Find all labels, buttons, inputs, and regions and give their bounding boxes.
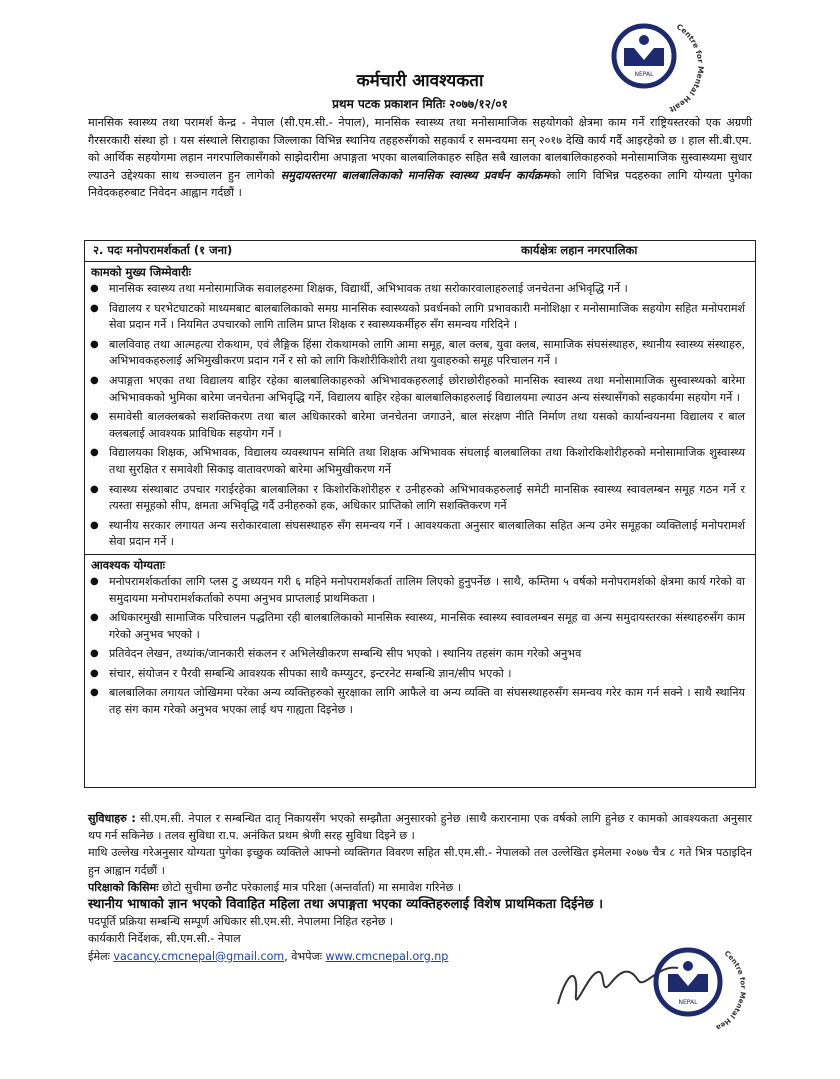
logo-ring-text: Centre for Mental Healt (668, 22, 706, 115)
signature-stamp (548, 934, 758, 1034)
list-item: ● प्रतिवेदन लेखन, तथ्यांक/जानकारी संकलन र अभिलेखीकरण सम्बन्धि सीप भएको । स्थानिय तहसंग काम गरेको अनुभव (109, 646, 745, 663)
email-link[interactable]: vacancy.cmcnepal@gmail.com (113, 949, 285, 963)
apply-instructions: माथि उल्लेख गरेअनुसार योग्यता पुगेका इच्छुक व्यक्तिले आफ्नो व्यक्तिगत विवरण सहित सी.एम.सी.- नेपालको तल उल्लेखित इमेलमा २०७७ चैत्र ८ गते भित्र पठाइदिन हुन आह्वान गर्दछौं । (88, 846, 752, 877)
list-item: ● समावेसी बालक्लबको सशक्तिकरण तथा बाल अधिकारको बारेमा जनचेतना जगाउने, बाल संरक्षण नीति निर्माण तथा यसको कार्यान्वयनमा विद्यालय र बाल क्लबलाई आवश्यक प्राविधिक सहयोग गर्ने । (109, 409, 745, 442)
list-item: ● स्वास्थ्य संस्थाबाट उपचार गराईरहेका बालबालिका र किशोरकिशोरीहरु र उनीहरुको अभिभावकहरुलाई समेटी मानसिक स्वास्थ्य स्वावलम्बन समूह गठन गर्ने र त्यस्ता समूहको सीप, क्षमता अभिवृद्धि गर्दै उनीहरुको हक, अधिकार प्राप्तिको लागि सशक्तिकरण गर्ने (109, 482, 745, 515)
list-item: ● विद्यालयका शिक्षक, अभिभावक, विद्यालय व्यवस्थापन समिति तथा शिक्षक अभिभावक संघलाई बालबालिका तथा किशोरकिशोरीहरुको मनोसामाजिक शुस्वास्थ्य तथा सुरक्षित र समावेशी सिकाइ वातावरणको बारेमा अभिमुखीकरण गर्ने (109, 445, 745, 478)
post-row (85, 241, 755, 262)
signatory: कार्यकारी निर्देशक, सी.एम.सी.- नेपाल (88, 932, 241, 946)
priority-notice: स्थानीय भाषाको ज्ञान भएको विवाहित महिला तथा अपाङ्गता भएका व्यक्तिहरुलाई विशेष प्राथमिकता दिईनेछ । (88, 897, 604, 913)
list-item: ● मनोपरामर्शकर्ताका लागि प्लस टु अध्ययन गरी ६ महिने मनोपरामर्शकर्ता तालिम लिएको हुनुपर्नेछ । साथै, कम्तिमा ५ वर्षको मनोपरामर्शको क्षेत्रमा कार्य गरेको वा समुदायमा मनोपरामर्शकर्ताको रुपमा अनुभव प्राप्तलाई प्राथमिकता । (109, 574, 745, 607)
list-item: ● बालविवाह तथा आत्महत्या रोकथाम, एवं लैङ्गिक हिंसा रोकथामको लागि आमा समूह, बाल क्लब, युवा क्लब, सामाजिक संघसंस्थाहरु, स्थानीय स्वास्थ्य संस्थाहरु, अभिभावकहरुलाई अभिमुखीकरण प्रदान गर्ने र सो को लागि किशोरीकिशोरी तथा युवाहरुको समूह परिचालन गर्ने । (109, 337, 745, 370)
job-details-box (84, 240, 756, 788)
stamp-ring-text: Centre for Mental Hea (714, 949, 747, 1032)
exam-text: छोटो सुचीमा छनौट परेकालाई मात्र परिक्षा (अन्तर्वार्ता) मा समावेश गरिनेछ । (158, 880, 462, 894)
website-link[interactable]: www.cmcnepal.org.np (325, 949, 449, 963)
list-item: ● बालबालिका लगायत जोखिममा परेका अन्य व्यक्तिहरुको सुरक्षाका लागि आफैले वा अन्य व्यक्ति वा संघसस्थाहरुसँग समन्वय गरेर काम गर्न सक्ने । साथै स्थानिय तह संग काम गरेको अनुभव भएका लाई थप गाह्यता दिइनेछ । (109, 685, 745, 718)
email-label: ईमेलः (88, 949, 114, 963)
web-label: , वेभपेजः (284, 949, 326, 963)
authority-note: पदपूर्ति प्रक्रिया सम्बन्धि सम्पूर्ण अधिकार सी.एम.सी. नेपालमा निहित रहनेछ । (88, 915, 394, 929)
intro-text-after: को लागि विभिन्न पदहरुका लागि योग्यता पुगेका निवेदकहरुबाट निवेदन आह्वान गर्दछौं । (88, 168, 752, 199)
exam-line (88, 879, 752, 896)
responsibilities-list (85, 281, 755, 551)
intro-text-before: मानसिक स्वास्थ्य तथा परामर्श केन्द्र - नेपाल (सी.एम.सी.- नेपाल), मानसिक स्वास्थ्य तथा मनोसामाजिक सहयोगको क्षेत्रमा काम गर्ने राष्ट्रियस्तरको एक अग्रणी गैरसरकारी संस्था हो । यस संस्थाले सिराहाका जिल्लाका विभिन्न स्थानिय तहहरुसँगको सहकार्य र समन्वयमा सन् २०१७ देखि कार्य गर्दै आइरहेको छ । हाल सी.बी.एम. को आर्थिक सहयोगमा लहान नगरपालिकासँगको साझेदारीमा अपाङ्गता भएका बालबालिकाहरु सहित सबै खालका बालबालिकाहरुको मनोसामाजिक सुस्वास्थ्यमा सुधार ल्याउने उद्देश्यका साथ सञ्चालन हुन लागेको (88, 116, 752, 182)
post-title: २. पदः मनोपरामर्शकर्ता (१ जना) (93, 243, 233, 257)
list-item: ● अपाङ्गता भएका तथा विद्यालय बाहिर रहेका बालबालिकाहरुको अभिभावकहरुलाई छोराछोरीहरुको मानसिक स्वास्थ्य तथा मनोसामाजिक सुस्वास्थ्यको बारेमा अभिभावकको भुमिका बारेमा जनचेतना अभिवृद्धि गर्ने, विद्यालय बाहिर रहेका बालबालिकाहरुलाई विद्यालयमा ल्याउन अन्य संस्थासँगको सहकार्यमा सहयोग गर्ने । (109, 373, 745, 406)
qualifications-heading: आवश्यक योग्यताः (85, 554, 755, 574)
benefits-label: सुविधाहरु : (88, 812, 136, 825)
qualifications-list (85, 574, 755, 719)
publication-date: प्रथम पटक प्रकाशन मितिः २०७७/१२/०१ (332, 97, 508, 111)
intro-paragraph (88, 114, 752, 202)
stamp-logo-text: NEPAL (678, 999, 698, 1006)
list-item: ● मानसिक स्वास्थ्य तथा मनोसामाजिक सवालहरुमा शिक्षक, विद्यार्थी, अभिभावक तथा सरोकारवालाहरुलाई जनचेतना अभिवृद्धि गर्ने । (109, 281, 745, 298)
page-title: कर्मचारी आवश्यकता (356, 71, 484, 91)
list-item: ● संचार, संयोजन र पैरवी सम्बन्धि आवश्यक सीपका साथै कम्प्युटर, इन्टरनेट सम्बन्धि ज्ञान/सीप भएको । (109, 666, 745, 683)
program-name: समुदायस्तरमा बालबालिकाको मानसिक स्वास्थ्य प्रवर्धन कार्यक्रम (280, 168, 550, 182)
responsibilities-heading: कामको मुख्य जिम्मेवारीः (91, 265, 191, 279)
benefits-line (88, 810, 752, 844)
logo-text: NEPAL (634, 71, 654, 78)
exam-label: परिक्षाको किसिमः (88, 880, 159, 894)
list-item: ● विद्यालय र घरभेटघाटको माध्यमबाट बालबालिकाको समग्र मानसिक स्वास्थ्यको प्रवर्धनको लागि प्रभावकारी मनोशिक्षा र मनोसामाजिक सहयोग सहित मनोपरामर्श सेवा प्रदान गर्ने । नियमित उपचारको लागि तालिम प्राप्त शिक्षक र स्वास्थ्यकर्मीहरु सँग समन्वय गरिदिने । (109, 301, 745, 334)
benefits-text: सी.एम.सी. नेपाल र सम्बन्धित दातृ निकायसँग भएको सम्झौता अनुसारको हुनेछ ।साथै करारनामा एक वर्षको लागि हुनेछ र कामको आवश्यकता अनुसार थप गर्न सकिनेछ । तलव सुविधा रा.प. अनंकित प्रथम श्रेणी सरह सुविधा दिइने छ । (88, 812, 752, 843)
work-area: कार्यक्षेत्रः लहान नगरपालिका (521, 243, 638, 257)
list-item: ● स्थानीय सरकार लगायत अन्य सरोकारवाला संघसस्थाहरु सँग समन्वय गर्ने । आवश्यकता अनुसार बालबालिका सहित अन्य उमेर समूहका व्यक्तिलाई मनोपरामर्श सेवा प्रदान गर्ने । (109, 518, 745, 551)
svg-text:Centre for Mental Health & Cou (548, 934, 747, 1032)
list-item: ● अधिकारमुखी सामाजिक परिचालन पद्धतिमा रही बालबालिकाको मानसिक स्वास्थ्य, मानसिक स्वास्थ्य स्वावलम्बन समूह वा अन्य समुदायस्तरका संस्थाहरुसँग काम गरेको अनुभव भएको । (109, 610, 745, 643)
